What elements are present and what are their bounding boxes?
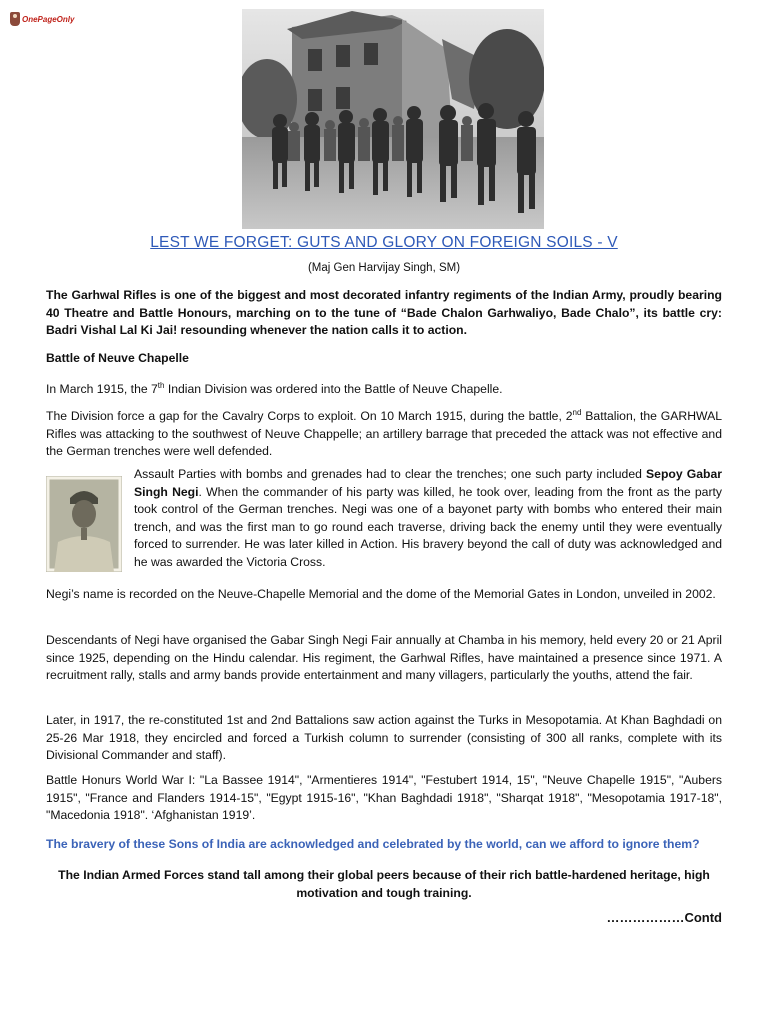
article-title[interactable]: LEST WE FORGET: GUTS AND GLORY ON FOREIGN SOILS - V [150,234,618,251]
paragraph-battle-honours: Battle Honurs World War I: "La Bassee 1914", "Armentieres 1914", "Festubert 1914, 15", "Neuve Chapelle 1915", "Aubers 1915", "France and Flanders 1914-15", "Egypt 1915-16", "Khan Baghdadi 1918", "Sharqat 1918", "Mesopotamia 1917-18", "Macedonia 1918". ‘Afghanistan 1919’. [46,773,722,823]
soldier-name: Sepoy Gabar Singh Negi [134,467,722,499]
continued-marker: ………………Contd [606,910,722,925]
closing-statement: The Indian Armed Forces stand tall among their global peers because of their rich battle-hardened heritage, high motivation and tough training. [58,868,710,900]
paragraph-memorial: Negi’s name is recorded on the Neuve-Chapelle Memorial and the dome of the Memorial Gates in London, unveiled in 2002. [46,587,716,601]
paragraph-division: The Division force a gap for the Cavalry Corps to exploit. On 10 March 1915, during the battle, 2nd Battalion, the GARHWAL Rifles was attacking to the southwest of Neuve Chappelle; an artillery barrage that preceded the attack was not effective and the German trenches were well defended. [46,408,722,459]
paragraph-mesopotamia: Later, in 1917, the re-constituted 1st and 2nd Battalions saw action against the Turks in Mesopotamia. At Khan Baghdadi on 25-26 Mar 1918, they encircled and forced a Turkish column to surrender (consisting of 300 all ranks, complete with its Divisional Commander and staff). [46,713,722,763]
soldier-portrait-photo [46,476,122,572]
paragraph-march-1915: In March 1915, the 7th Indian Division was ordered into the Battle of Neuve Chapelle. [46,381,503,397]
logo-text: OnePageOnly [22,14,75,24]
bravery-callout: The bravery of these Sons of India are acknowledged and celebrated by the world, can we afford to ignore them? [46,837,700,851]
section-heading: Battle of Neuve Chapelle [46,351,189,365]
paragraph-fair: Descendants of Negi have organised the Gabar Singh Negi Fair annually at Chamba in his memory, held every 20 or 21 April since 1925, depending on the Hindu calendar. His regiment, the Garhwal Rifles, have maintained a presence since 1971. A recruitment rally, stalls and army bands provide entertainment and many villagers, particularly the youths, attend the fair. [46,633,722,683]
portrait-photo-gabar-singh-negi [46,476,122,572]
logo-icon [10,12,20,26]
intro-paragraph: The Garhwal Rifles is one of the biggest and most decorated infantry regiments of the Indian Army, proudly bearing 40 Theatre and Battle Honours, marching on to the tune of “Bade Chalon Garhwaliyo, Bade Chalo”, its battle cry: Badri Vishal Lal Ki Jai! resounding whenever the nation calls it to action. [46,288,722,338]
site-logo [10,12,74,26]
article-author: (Maj Gen Harvijay Singh, SM) [307,262,461,274]
hero-photo-troops-marching [242,9,544,229]
troops-marching-photo [242,9,544,229]
paragraph-assault-parties: Assault Parties with bombs and grenades had to clear the trenches; one such party included Sepoy Gabar Singh Negi. When the commander of his party was killed, he took over, leading from the front as the party took control of the German trenches. Negi was one of a bayonet party with bombs who entered their main trench, and was the first man to go round each traverse, driving back the enemy until they were eventually forced to surrender. He was later killed in Action. His bravery beyond the call of duty was acknowledged and he was awarded the Victoria Cross. [134,467,722,569]
